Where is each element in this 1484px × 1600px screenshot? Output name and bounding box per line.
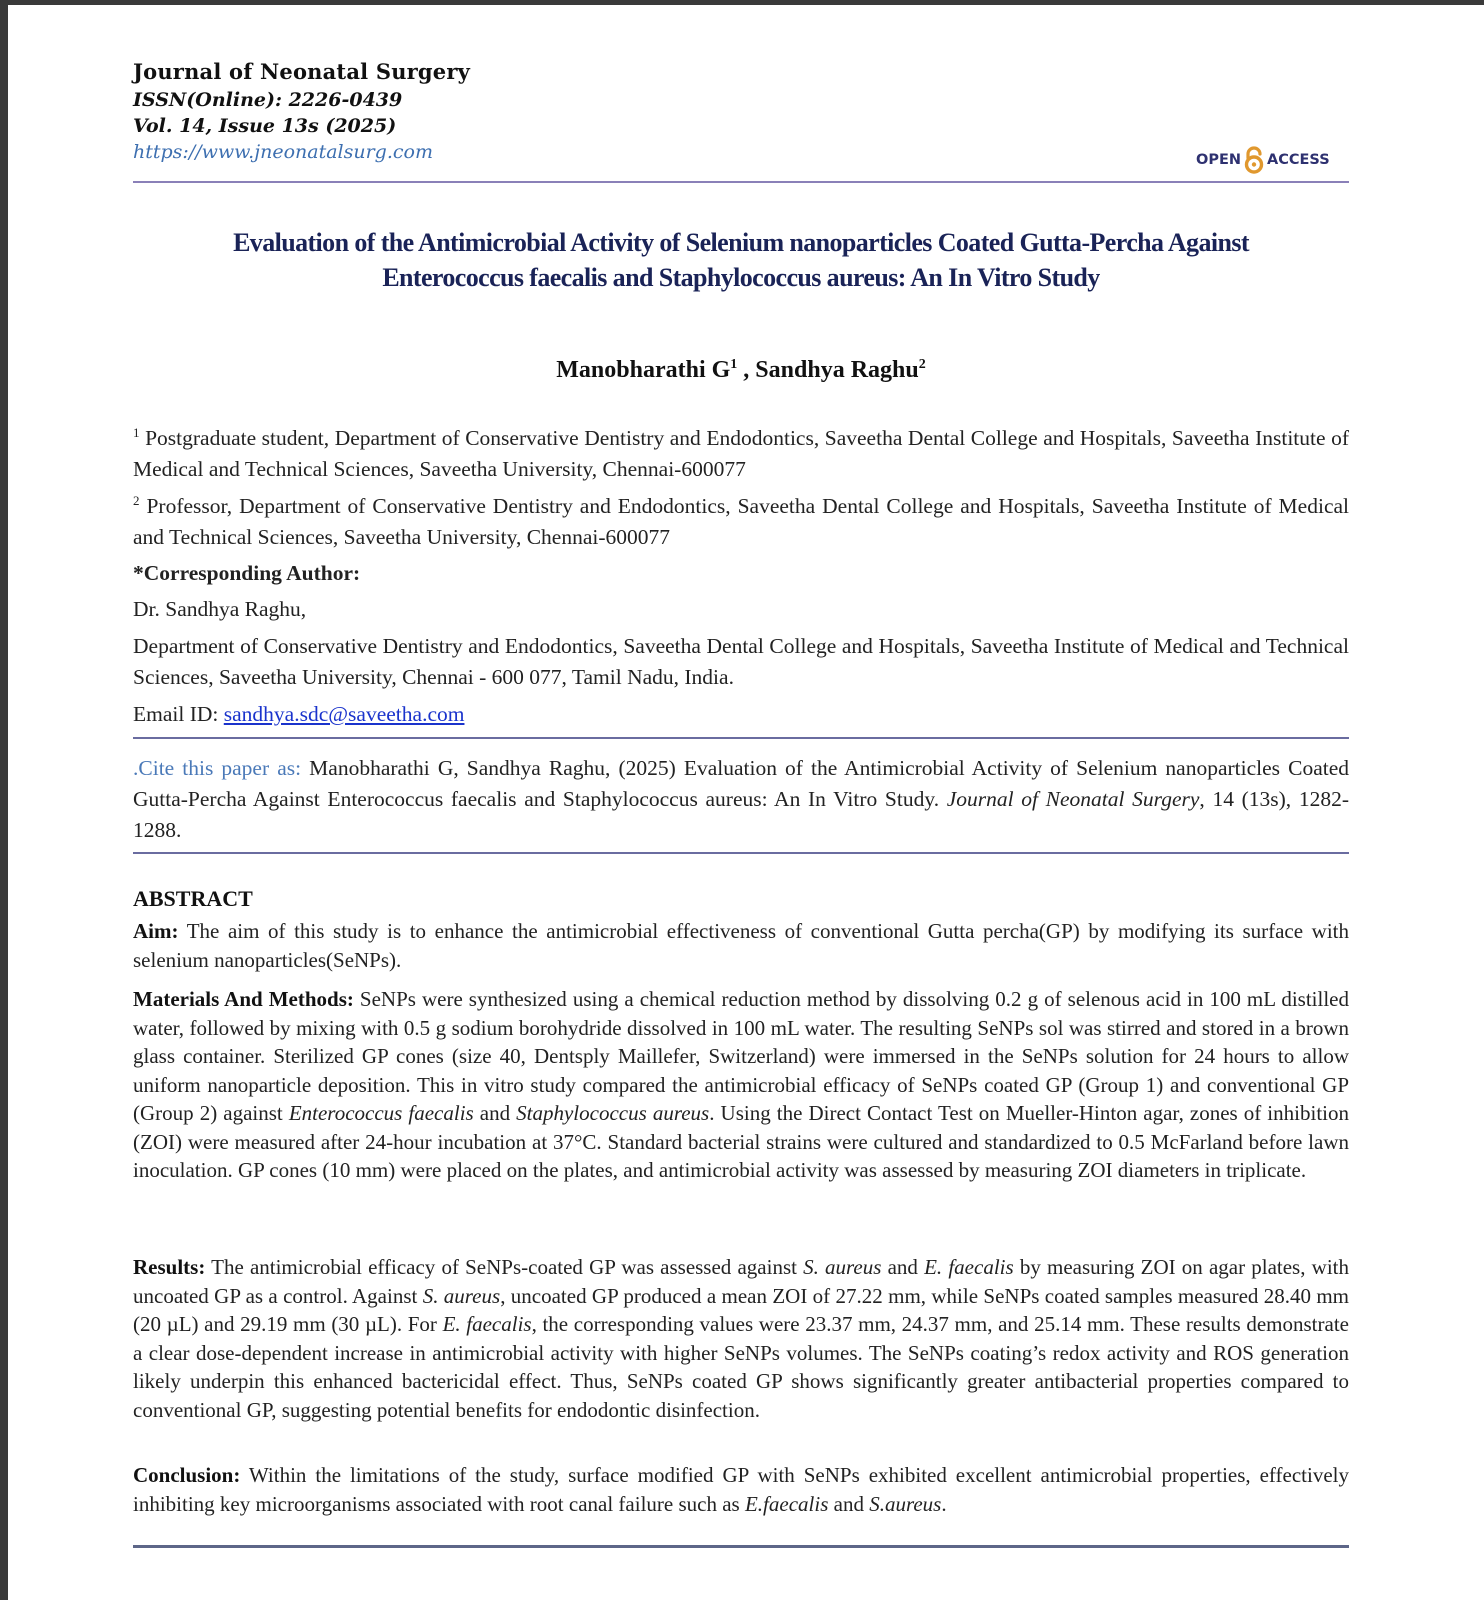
open-access-label-left: OPEN <box>1196 152 1241 168</box>
conclusion-label: Conclusion: <box>133 1463 241 1487</box>
email-label: Email ID: <box>133 702 224 726</box>
results-label: Results: <box>133 1255 206 1279</box>
affiliation-text: Professor, Department of Conservative Dentistry and Endodontics, Saveetha Dental College and Hospitals, Saveetha Institute of Medical and Technical Sciences, Saveetha University, Chennai-600077 <box>133 494 1350 549</box>
abstract-results <box>133 1253 1349 1424</box>
author-affiliation-marker: 2 <box>918 357 926 372</box>
results-text: , the corresponding values were 23.37 mm, 24.37 mm, and 25.14 mm. These results demonstrate a clear dose-dependent increase in antimicrobial activity with higher SeNPs volumes. The SeNPs coating’s redox activity and ROS generation likely underpin this enhanced bactericidal effect. Thus, SeNPs coated GP shows significantly greater antibacterial properties compared to conventional GP, suggesting potential benefits for endodontic disinfection. <box>133 1312 1349 1422</box>
species-name: E. faecalis <box>924 1255 1014 1279</box>
citation-tail: , 14 (13s), 1282-1288. <box>133 787 1349 842</box>
affiliation-1 <box>133 423 1349 485</box>
abstract-heading: ABSTRACT <box>133 886 253 911</box>
affiliation-text: Postgraduate student, Department of Conservative Dentistry and Endodontics, Saveetha Dental College and Hospitals, Saveetha Institute of Medical and Technical Sciences, Saveetha University, Chennai-600077 <box>133 426 1350 481</box>
author-name: Sandhya Raghu <box>755 357 919 383</box>
conclusion-text: and <box>828 1491 870 1516</box>
corresponding-author-label: *Corresponding Author: <box>133 561 361 585</box>
results-text: by measuring ZOI on agar plates, with uncoated GP as a control. Against <box>133 1255 1349 1308</box>
abstract-conclusion <box>133 1461 1349 1518</box>
citation-bottom-divider <box>133 852 1349 854</box>
abstract-bottom-divider <box>133 1545 1349 1548</box>
species-name: E.faecalis <box>744 1491 829 1516</box>
journal-name: Journal of Neonatal Surgery <box>133 59 471 84</box>
author-separator: , <box>737 357 756 383</box>
open-access-badge <box>1196 146 1330 174</box>
corresponding-author-department: Department of Conservative Dentistry and Endodontics, Saveetha Dental College and Hospitals, Saveetha Institute of Medical and Technical Sciences, Saveetha University, Chennai - 600 077, Tamil Nadu, India. <box>133 634 1349 689</box>
aim-label: Aim: <box>133 919 179 943</box>
citation-text: Manobharathi G, Sandhya Raghu, (2025) Evaluation of the Antimicrobial Activity of Selenium nanoparticles Coated Gutta-Percha Against Enterococcus faecalis and Staphylococcus aureus: An In Vitro Study. <box>133 756 1349 811</box>
conclusion-text: Within the limitations of the study, surface modified GP with SeNPs exhibited excellent antimicrobial properties, effectively inhibiting key microorganisms associated with root canal failure such as <box>133 1463 1349 1516</box>
results-text: , uncoated GP produced a mean ZOI of 27.22 mm, while SeNPs coated samples measured 28.40 mm (20 µL) and 29.19 mm (30 µL). For <box>133 1283 1350 1336</box>
journal-issn: ISSN(Online): 2226-0439 <box>133 89 403 111</box>
document-page <box>8 5 1484 1600</box>
article-title-line-1: Evaluation of the Antimicrobial Activity of Selenium nanoparticles Coated Gutta-Percha Against <box>233 228 1249 257</box>
email-link[interactable]: sandhya.sdc@saveetha.com <box>223 702 465 726</box>
affiliation-marker: 1 <box>133 424 140 440</box>
author-affiliation-marker: 1 <box>730 357 738 372</box>
citation-block <box>133 753 1349 846</box>
header-divider <box>133 181 1349 183</box>
article-title-line-2: Enterococcus faecalis and Staphylococcus aureus: An In Vitro Study <box>382 263 1100 292</box>
affiliation-2 <box>133 491 1349 553</box>
methods-text: . Using the Direct Contact Test on Mueller-Hinton agar, zones of inhibition (ZOI) were measured after 24-hour incubation at 37°C. Standard bacterial strains were cultured and standardized to 0.5 McFarland before lawn inoculation. GP cones (10 mm) were placed on the plates, and antimicrobial activity was assessed by measuring ZOI diameters in triplicate. <box>133 1101 1349 1182</box>
journal-header <box>133 57 470 165</box>
methods-text: SeNPs were synthesized using a chemical reduction method by dissolving 0.2 g of selenous acid in 100 mL distilled water, followed by mixing with 0.5 g sodium borohydride dissolved in 100 mL water. The resulting SeNPs sol was stirred and stored in a brown glass container. Sterilized GP cones (size 40, Dentsply Maillefer, Switzerland) were immersed in the SeNPs solution for 24 hours to allow uniform nanoparticle deposition. This in vitro study compared the antimicrobial efficacy of SeNPs coated GP (Group 1) and conventional GP (Group 2) against <box>133 987 1349 1125</box>
citation-journal: Journal of Neonatal Surgery <box>946 787 1200 811</box>
abstract-methods <box>133 985 1349 1185</box>
journal-volume: Vol. 14, Issue 13s (2025) <box>133 115 397 137</box>
citation-top-divider <box>133 737 1349 739</box>
affiliation-marker: 2 <box>133 492 140 508</box>
aim-text: The aim of this study is to enhance the antimicrobial effectiveness of conventional Gutta percha(GP) by modifying its surface with selenium nanoparticles(SeNPs). <box>133 919 1349 972</box>
results-text: and <box>881 1255 925 1279</box>
species-name: E. faecalis <box>442 1312 532 1336</box>
corresponding-author-name: Dr. Sandhya Raghu, <box>133 597 307 621</box>
citation-label: .Cite this paper as: <box>133 756 310 780</box>
open-access-lock-icon <box>1243 146 1265 174</box>
author-list <box>133 357 1349 384</box>
conclusion-text: . <box>941 1491 947 1516</box>
abstract-aim <box>133 917 1349 974</box>
corresponding-author-email <box>133 699 1349 730</box>
open-access-label-right: ACCESS <box>1267 152 1330 168</box>
species-name: Staphylococcus aureus <box>516 1101 710 1125</box>
species-name: S. aureus <box>803 1255 882 1279</box>
methods-text: and <box>473 1101 517 1125</box>
methods-label: Materials And Methods: <box>133 987 354 1011</box>
results-text: The antimicrobial efficacy of SeNPs-coated GP was assessed against <box>205 1255 804 1279</box>
species-name: S.aureus <box>869 1491 942 1516</box>
author-name: Manobharathi G <box>556 357 731 383</box>
species-name: S. aureus <box>422 1283 501 1308</box>
article-title <box>133 225 1349 295</box>
species-name: Enterococcus faecalis <box>288 1101 474 1125</box>
journal-url-link[interactable]: https://www.jneonatalsurg.com <box>133 141 433 163</box>
